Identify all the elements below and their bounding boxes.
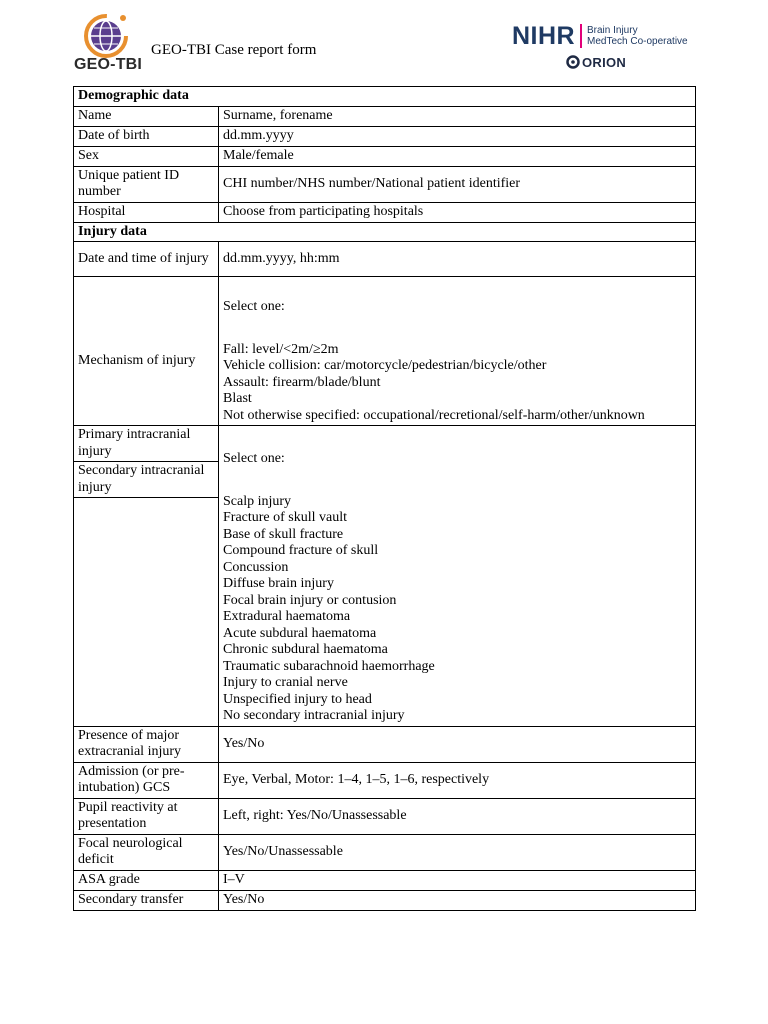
option-item: Fracture of skull vault [223,510,348,525]
orion-logo-text: ORION [582,55,627,70]
page-header [0,0,768,86]
option-item: Blast [223,391,252,406]
field-value: I–V [219,870,696,890]
case-report-form-table [73,86,696,911]
table-row [74,106,696,126]
nihr-logo-text: NIHR [512,22,576,50]
option-item: Scalp injury [223,493,292,509]
option-item: Compound fracture of skull [223,543,379,558]
field-label: Presence of major extracranial injury [74,726,219,762]
field-value: Eye, Verbal, Motor: 1–4, 1–5, 1–6, respectively [219,762,696,798]
field-value: Left, right: Yes/No/Unassessable [219,798,696,834]
nihr-logo-subtitle [587,25,688,47]
option-item: Traumatic subarachnoid haemorrhage [223,658,435,674]
section-heading: Demographic data [74,87,696,107]
option-item: Diffuse brain injury [223,576,334,591]
field-label: Hospital [74,202,219,222]
field-label: Admission (or pre-intubation) GCS [74,762,219,798]
field-value: dd.mm.yyyy, hh:mm [219,242,696,277]
option-item: Fall: level/<2m/≥2m [223,341,339,357]
field-value: dd.mm.yyyy [219,126,696,146]
field-label: Primary intracranial injury [74,426,219,462]
field-label: Secondary transfer [74,890,219,910]
field-label: ASA grade [74,870,219,890]
table-row-intracranial-primary [74,426,696,462]
option-item: Chronic subdural haematoma [223,642,388,657]
geo-tbi-logo-text: GEO-TBI [74,56,143,73]
option-item: No secondary intracranial injury [223,708,405,723]
option-item: Extradural haematoma [223,609,351,624]
field-label: Mechanism of injury [74,277,219,426]
empty-label-cell [74,498,219,727]
option-item: Unspecified injury to head [223,691,372,707]
section-row-demographic [74,87,696,107]
table-row [74,726,696,762]
section-row-injury [74,222,696,242]
table-row [74,126,696,146]
option-item: Vehicle collision: car/motorcycle/pedestrian/bicycle/other [223,358,547,373]
select-prompt: Select one: [223,299,285,314]
table-row [74,798,696,834]
option-item: Focal brain injury or contusion [223,592,397,608]
nihr-logo-divider [580,24,582,48]
select-prompt: Select one: [223,451,285,466]
field-label: Pupil reactivity at presentation [74,798,219,834]
form-title: GEO-TBI Case report form [151,42,317,58]
field-value: CHI number/NHS number/National patient identifier [219,166,696,202]
table-row [74,762,696,798]
field-label: Unique patient ID number [74,166,219,202]
option-item: Injury to cranial nerve [223,675,348,690]
field-label: Sex [74,146,219,166]
field-value: Yes/No [219,890,696,910]
field-value-mechanism [219,277,696,426]
option-item: Base of skull fracture [223,526,344,542]
field-label: Date and time of injury [74,242,219,277]
table-row [74,146,696,166]
option-item: Acute subdural haematoma [223,625,377,641]
table-row [74,834,696,870]
field-value: Yes/No [219,726,696,762]
table-row [74,166,696,202]
orion-icon [566,55,580,69]
field-value-intracranial [219,426,696,727]
nihr-sub-line1: Brain Injury [587,25,638,36]
option-item: Concussion [223,559,289,575]
table-row [74,890,696,910]
field-value: Male/female [219,146,696,166]
field-label: Focal neurological deficit [74,834,219,870]
field-label: Date of birth [74,126,219,146]
section-heading: Injury data [74,222,696,242]
table-row [74,242,696,277]
field-value: Yes/No/Unassessable [219,834,696,870]
field-label: Name [74,106,219,126]
field-value: Surname, forename [219,106,696,126]
option-item: Not otherwise specified: occupational/recretional/self-harm/other/unknown [223,407,645,423]
table-row [74,870,696,890]
field-value: Choose from participating hospitals [219,202,696,222]
field-label: Secondary intracranial injury [74,462,219,498]
table-row [74,202,696,222]
option-item: Assault: firearm/blade/blunt [223,374,381,390]
nihr-sub-line2: MedTech Co-operative [587,36,688,47]
table-row-mechanism [74,277,696,426]
